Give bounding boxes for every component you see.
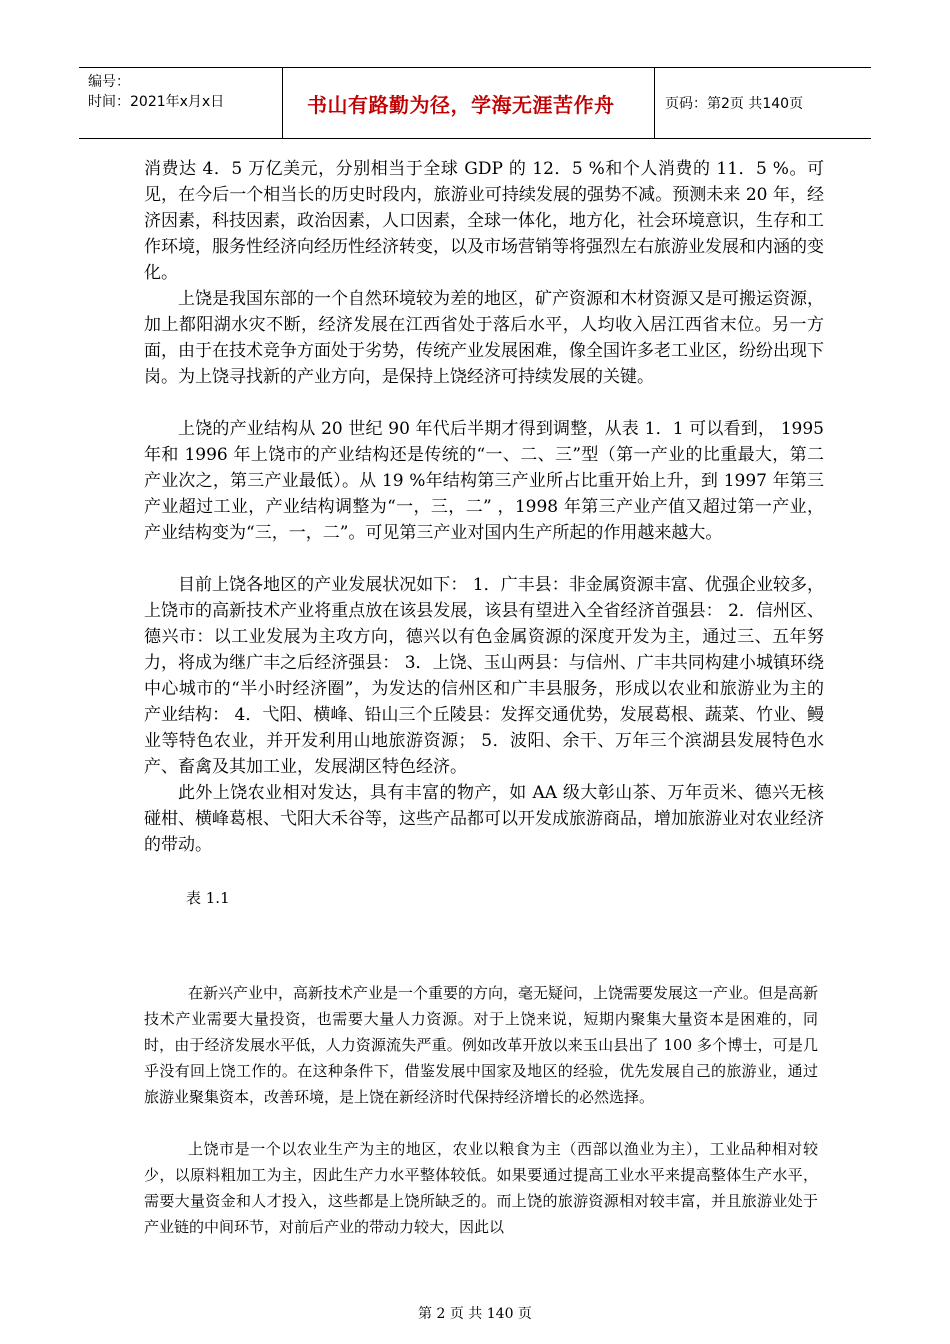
document-date-label: 时间：2021年x月x日 [88, 94, 225, 110]
table-caption: 表 1.1 [186, 889, 230, 907]
header-motto: 书山有路勤为径，学海无涯苦作舟 [283, 68, 655, 138]
header-meta-cell [79, 68, 283, 138]
paragraph-5: 此外上饶农业相对发达，具有丰富的物产，如 AA 级大彰山茶、万年贡米、德兴无核碰柑、横峰葛根、弋阳大禾谷等，这些产品都可以开发成旅游商品，增加旅游业对农业经济的带动。 [144, 783, 824, 855]
paragraph-2: 上饶是我国东部的一个自然环境较为差的地区，矿产资源和木材资源又是可搬运资源，加上都阳湖水灾不断，经济发展在江西省处于落后水平，人均收入居江西省末位。另一方面，由于在技术竞争方面处于劣势，传统产业发展困难，像全国许多老工业区，纷纷出现下岗。为上饶寻找新的产业方向，是保持上饶经济可持续发展的关键。 [144, 289, 824, 387]
paragraph-7: 上饶市是一个以农业生产为主的地区，农业以粮食为主（西部以渔业为主），工业品种相对较少，以原料粗加工为主，因此生产力水平整体较低。如果要通过提高工业水平来提高整体生产水平，需要大量资金和人才投入，这些都是上饶所缺乏的。而上饶的旅游资源相对较丰富，并且旅游业处于产业链的中间环节，对前后产业的带动力较大，因此以 [144, 1140, 818, 1236]
header-page-info: 页码：第2页 共140页 [665, 96, 804, 112]
paragraph-1: 消费达 4．5 万亿美元，分别相当于全球 GDP 的 12．5 %和个人消费的 11．5 %。可见，在今后一个相当长的历史时段内，旅游业可持续发展的强势不减。预测未来 20 年，经济因素，科技因素，政治因素，人口因素，全球一体化，地方化，社会环境意识，生存和工作环境，服务性经济向经历性经济转变，以及市场营销等将强烈左右旅游业发展和内涵的变化。 [144, 159, 824, 283]
paragraph-6: 在新兴产业中，高新技术产业是一个重要的方向，毫无疑问，上饶需要发展这一产业。但是高新技术产业需要大量投资，也需要大量人力资源。对于上饶来说，短期内聚集大量资本是困难的，同时，由于经济发展水平低，人力资源流失严重。例如改革开放以来玉山县出了 100 多个博士，可是几乎没有回上饶工作的。在这种条件下，借鉴发展中国家及地区的经验，优先发展自己的旅游业，通过旅游业聚集资本，改善环境，是上饶在新经济时代保持经济增长的必然选择。 [144, 984, 819, 1106]
paragraph-3: 上饶的产业结构从 20 世纪 90 年代后半期才得到调整，从表 1．1 可以看到， 1995 年和 1996 年上饶市的产业结构还是传统的“一、二、三”型（第一产业的比重最大，第二产业次之，第三产业最低）。从 19 %年结构第三产业所占比重开始上升，到 1997 年第三产业超过工业，产业结构调整为“一，三，二” ，1998 年第三产业产值又超过第一产业，产业结构变为“三，一，二”。可见第三产业对国内生产所起的作用越来越大。 [144, 419, 824, 543]
paragraph-4: 目前上饶各地区的产业发展状况如下： 1．广丰县：非金属资源丰富、优强企业较多，上饶市的高新技术产业将重点放在该县发展，该县有望进入全省经济首强县： 2．信州区、德兴市：以工业发展为主攻方向，德兴以有色金属资源的深度开发为主，通过三、五年努力，将成为继广丰之后经济强县： 3．上饶、玉山两县：与信州、广丰共同构建小城镇环绕中心城市的“半小时经济圈”，为发达的信州区和广丰县服务，形成以农业和旅游业为主的产业结构： 4．弋阳、横峰、铅山三个丘陵县：发挥交通优势，发展葛根、蔬菜、竹业、鳗业等特色农业，并开发利用山地旅游资源； 5．波阳、余干、万年三个滨湖县发展特色水产、畜禽及其加工业，发展湖区特色经济。 [144, 575, 824, 777]
document-number-label: 编号： [88, 74, 130, 90]
page-header [79, 67, 871, 139]
page-footer: 第 2 页 共 140 页 [418, 1306, 532, 1322]
